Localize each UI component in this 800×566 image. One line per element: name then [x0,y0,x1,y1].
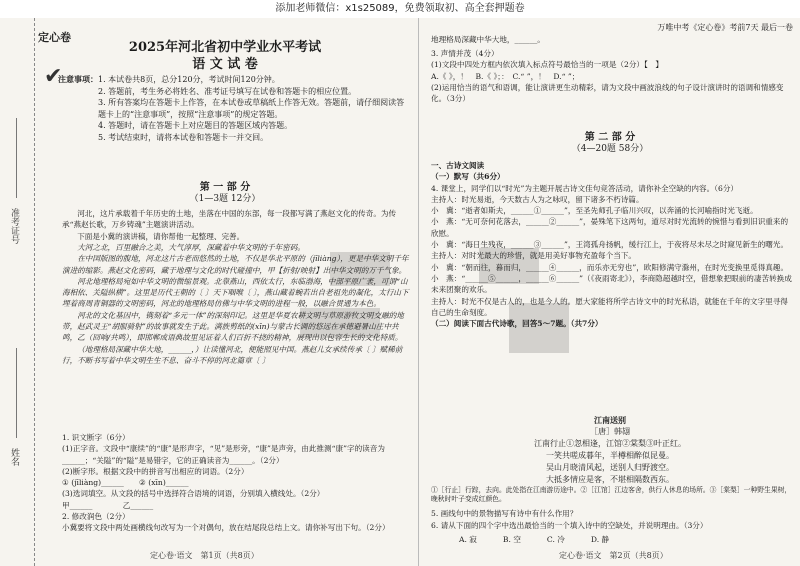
speech-paragraph: （地理格局深藏中华大地，______，）让读懂河北，便能照见中国。燕赵儿女承续传承〔 〕赋稀前行，不断书写着中华文明生生不息、奋斗不停的河北篇章〔 〕 [62,344,403,365]
part-two-title: 第 二 部 分 [584,132,636,143]
speech-paragraph: 河北地理格局宛如中华文明的微缩景观。北靠燕山，西依太行，东临渤海，中部平原广袤，可谓“山海相依、关隘纵横”。这里是历代王朝的〔 〕天下咽喉〔 〕，燕山藏着蜿若出自老祖先的凝化，太行山下埋着商周青铜器的文明密码，河北的地理格局仿佛与中华文明的进程一般，以融合贯通为本色。 [62,276,409,309]
footnotes: ①［行止］行踪，去向。此处指在江南游历途中。②［江馆］江边客舍，供行人休息的场所。③［棠梨］一种野生果树，晚秋时叶子变成红颜色。 [431,486,792,503]
note-item: 5. 考试结束时，请将本试卷和答题卡一并交回。 [98,132,269,142]
choice-option: C. 冷 [546,535,565,544]
question-item: 2. 修改润色（2分） [62,512,130,522]
question-item: (2)断字形。根据文段中的拼音写出相应的词语。（2分） [62,466,249,476]
dialogue-line: 小 冀：“逝者如斯夫，______①______”，至圣先师孔子临川兴叹，以奔涌的长河喻指时光飞逝。 [431,206,758,216]
exam-title: 2025年河北省初中学业水平考试 [128,40,322,55]
question-item: 1. 识文断字（6分） [62,433,130,442]
q6-choices [459,534,779,545]
question-item: (2)运用恰当的语气和语调，能让演讲更生动精彩，请为文段中画波浪线的句子设计演讲时的语调和情感变化。（3分） [431,82,784,104]
poem [419,414,800,486]
poem-line: 大抵多情应是客，不堪相隔数西东。 [546,475,674,484]
question-item: 3. 声情并茂（4分） [431,49,499,58]
poem-line: 吴山月晓清风起，送别人归野渡空。 [546,463,674,472]
section-subheading: （二）阅读下面古代诗歌，回答5～7题。（共7分） [431,319,603,329]
note-item: 3. 所有答案均在答题卡上作答，在本试卷或草稿纸上作答无效。答题前，请仔细阅读答题卡上的“注意事项”，按照“注意事项”的规定答题。 [98,98,405,119]
intro-paragraph: 下面是小冀的演讲稿，请你帮他一起整理、完善。 [77,231,245,241]
note-item: 4. 答题时，请在答题卡上对应题目的答题区域内答题。 [98,121,293,130]
section-subheading: （一）默写（共6分） [431,172,505,182]
section-heading: 一、古诗文阅读 [431,161,485,170]
question-item: ① (jīliàng)______ ② (xīn)______ [62,478,189,488]
intro-paragraph: 河北，这片承载着千年历史的土地，坐落在中国的东部，每一段都写满了燕赵文化的传奇。为传承“燕赵长歌，万乡铸魂”主题演讲活动。 [62,209,397,230]
exam-subtitle: 语 文 试 卷 [192,57,258,72]
question-6: 6. 请从下面的四个字中选出最恰当的一个填入诗中的空缺处，并说明理由。（3分） [431,521,708,530]
gutter-line [16,348,17,438]
question-item: 小冀要将文段中两处画横线句改写为一个对偶句，放在结尾段总结上文。请你补写出下句。（2分） [62,523,390,533]
dialogue-line: 主持人：时光不仅是古人的，也是今人的。愿大家能将所学古诗文中的时光私语，就能在千年的文字里寻得自己的生命刻度。 [431,296,788,317]
poem-line: 江南行止①忽相逢，江馆②棠梨③叶正红。 [534,439,686,448]
dialogue-line: 主持人：对时光最大的珍惜，就是用美好事物充盈每个当下。 [431,251,637,261]
note-item: 2. 答题前，考生务必将姓名、准考证号填写在试卷和答题卡的相应位置。 [98,86,357,96]
poem-title: 江南送别 [594,415,626,425]
top-banner: 添加老师微信：x1s25089，免费领取初、高全套押题卷 [0,0,800,18]
dialogue-line: 小 冀：“海日生残夜，______③______”，王湾孤舟扬帆，缓行江上，于夜将尽未尽之时窥见新生的曙光。 [431,240,789,250]
choice-option: A. 寂 [459,535,477,544]
question-item: A.《 》，！ B.《 》；： C.“ ”，！ D.“ ”； [431,71,580,81]
part-one-subtitle: （1—3题 12分） [189,194,261,204]
question-item: (3)选词填空。从文段的括号中选择符合语境的词语，分别填入横线处。（2分） [62,489,325,499]
choice-option: B. 空 [502,535,521,544]
question-item: 甲______ 乙______ [62,500,154,510]
dialogue-line: 小 燕：“无可奈何花落去，______②______”，晏殊笔下这两句，道尽对时光流转的惋惜与看到旧识重来的欣慰。 [431,217,789,238]
gutter-line [16,118,17,198]
poem-line: 一笑共嗟成暮年，半樽相醉似昆曼。 [546,451,674,460]
seal-logo: 定心卷 [38,31,71,44]
question-block [62,432,410,534]
admission-number-label: 准考证号 [9,208,19,244]
choice-option: D. 静 [590,535,610,544]
q2-answer-line: 地理格局深藏中华大地，______。 [431,35,545,44]
page-footer: 定心卷·语文 第1页（共8页） [150,551,259,560]
binding-gutter [0,18,35,566]
notes-label: 注意事项： [58,74,98,84]
speech-paragraph: 河北的文化基因中，镌刻着“多元一体”的深刻印记。这里是华夏农耕文明与草原游牧文明交融的地带，赵武灵王“胡服骑射”的故事就发生于此。满族剪纸的(xīn)与蒙古长调的悠远在承德避暑山庄中共鸣，乙（回响/共鸣），即邯郸成语典故里见证着人们百折不挠的精神，展现出以包容生长的文化特质。 [62,310,404,343]
question-item: 4. 课堂上，同学们以“时光”为主题开展古诗文佳句竞答活动，请你补全空缺的内容。（6分） [431,183,739,193]
notes-block [58,74,408,143]
question-item: (1)正字音。文段中“康续”的“康”是形声字，“见”是形旁，“康”是声旁，由此推测“康”字的读音为______；“关隘”的“隘”是易错字，它的正确读音为______。（2分） [62,444,385,465]
exam-page-2 [418,18,800,566]
part-one-title: 第 一 部 分 [199,182,251,193]
passage-intro [62,208,410,242]
question-item: (1)文段中四处方框内依次填入标点符号最恰当的一项是（2分）【 】 [431,60,664,70]
dialogue-line: 主持人：时光易逝，今天数古人为之咏叹，留下诸多不朽诗篇。 [431,194,644,204]
part-two-subtitle: （4—20题 58分） [571,144,649,154]
exam-page-1 [0,18,418,566]
note-item: 1. 本试卷共8页，总分120分，考试时间120分钟。 [98,75,280,84]
page-footer: 定心卷·语文 第2页（共8页） [559,551,668,560]
dialogue-line: 小 冀：“朝而往，暮而归，______④______，而乐亦无穷也”，欧阳修满守滁州，在时光变换里觅得真趣。 [431,262,789,272]
dialogue-line: 小 燕：“______⑤______，______⑥______”（《夜雨寄北》），李商隐超越时空，借想象把眼前的凄苦转换成未来团聚的欢乐。 [431,273,792,295]
speech-paragraph: 在中国版图的腹地，河北这片古老而悠然的土地，不仅是华北平原的（jīliàng），更是中华文明千年演进的缩影。燕赵文化密码，藏于地理与文化的时代碰撞中，甲【折射/映射】出中华文明的万千气象。 [62,254,409,275]
question-3 [431,48,791,104]
question-5: 5. 画线句中的景物描写有诗中有什么作用？ [431,509,578,518]
speech-paragraph: 大河之北，百里融合之美，大气淳厚，深藏着中华文明的千年密码。 [77,243,305,252]
checkmark-icon: ✔ [44,64,63,89]
speech-text [62,242,410,366]
classical-section [431,160,793,329]
poem-author: ［唐］韩翃 [590,427,630,436]
page-header: 万唯中考《定心卷》考前7天 最后一卷 [657,23,793,32]
name-label: 姓名 [9,448,19,466]
